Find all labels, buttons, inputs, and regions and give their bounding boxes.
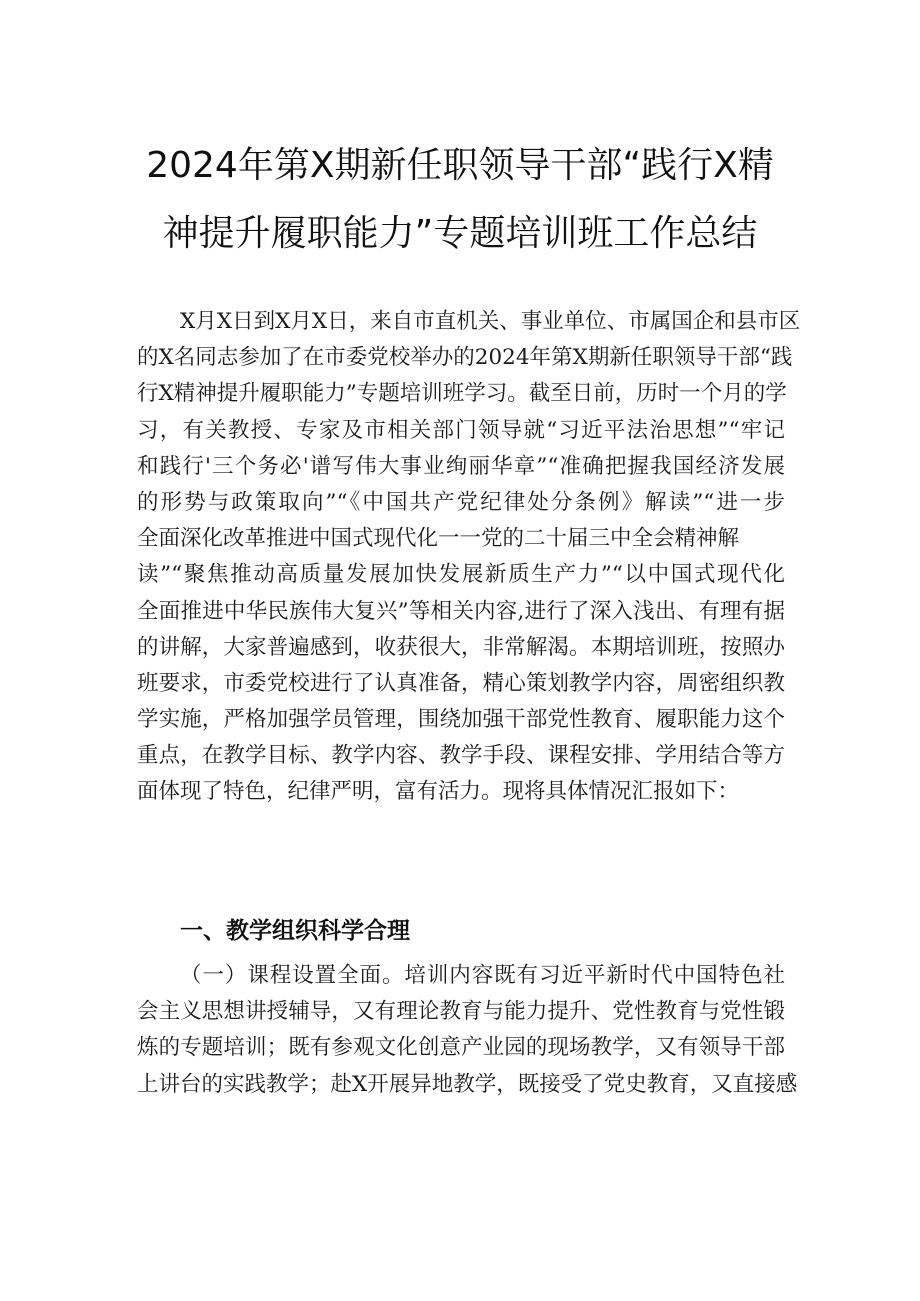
intro-paragraph: [137, 304, 801, 811]
paragraph-line: 重点，在教学目标、教学内容、教学手段、课程安排、学用结合等方: [137, 743, 785, 769]
paragraph-line: 的形势与政策取向”“《中国共产党纪律处分条例》解读”“进一步: [137, 489, 785, 515]
title-line-1: 2024年第X期新任职领导干部“践行X精: [146, 145, 774, 186]
section-heading: 一、教学组织科学合理: [180, 918, 410, 944]
paragraph-line: （一）课程设置全面。培训内容既有习近平新时代中国特色社: [180, 963, 785, 988]
paragraph-line: 的讲解，大家普遍感到，收获很大，非常解渴。本期培训班，按照办: [137, 634, 785, 660]
paragraph-line: 读”“聚焦推动高质量发展加快发展新质生产力”“以中国式现代化: [137, 562, 785, 588]
paragraph-line: X月X日到X月X日，来自市直机关、事业单位、市属国企和县市区: [180, 309, 801, 334]
paragraph-line: 的X名同志参加了在市委党校举办的2024年第X期新任职领导干部“践: [137, 345, 793, 371]
paragraph-line: 习，有关教授、专家及市相关部门领导就“习近平法治思想”“牢记: [137, 417, 785, 443]
paragraph-line: 会主义思想讲授辅导，又有理论教育与能力提升、党性教育与党性锻: [137, 999, 785, 1025]
paragraph-line: 和践行'三个务必'谱写伟大事业绚丽华章”“准确把握我国经济发展: [137, 453, 785, 479]
section-paragraph: [137, 958, 798, 1103]
paragraph-line: 炼的专题培训；既有参观文化创意产业园的现场教学，又有领导干部: [137, 1035, 785, 1061]
paragraph-line: 全面推进中华民族伟大复兴”等相关内容,进行了深入浅出、有理有据: [137, 598, 785, 624]
paragraph-line: 面体现了特色，纪律严明，富有活力。现将具体情况汇报如下：: [137, 779, 740, 805]
document-title: [100, 132, 820, 268]
paragraph-line: 学实施，严格加强学员管理，围绕加强干部党性教育、履职能力这个: [137, 707, 785, 733]
paragraph-line: 行X精神提升履职能力”专题培训班学习。截至日前，历时一个月的学: [137, 381, 787, 407]
paragraph-line: 上讲台的实践教学；赴X开展异地教学，既接受了党史教育，又直接感: [137, 1071, 798, 1097]
paragraph-line: 班要求，市委党校进行了认真准备，精心策划教学内容，周密组织教: [137, 670, 785, 696]
paragraph-line: 全面深化改革推进中国式现代化一一党的二十届三中全会精神解: [137, 526, 740, 552]
title-line-2: 神提升履职能力”专题培训班工作总结: [162, 213, 758, 254]
